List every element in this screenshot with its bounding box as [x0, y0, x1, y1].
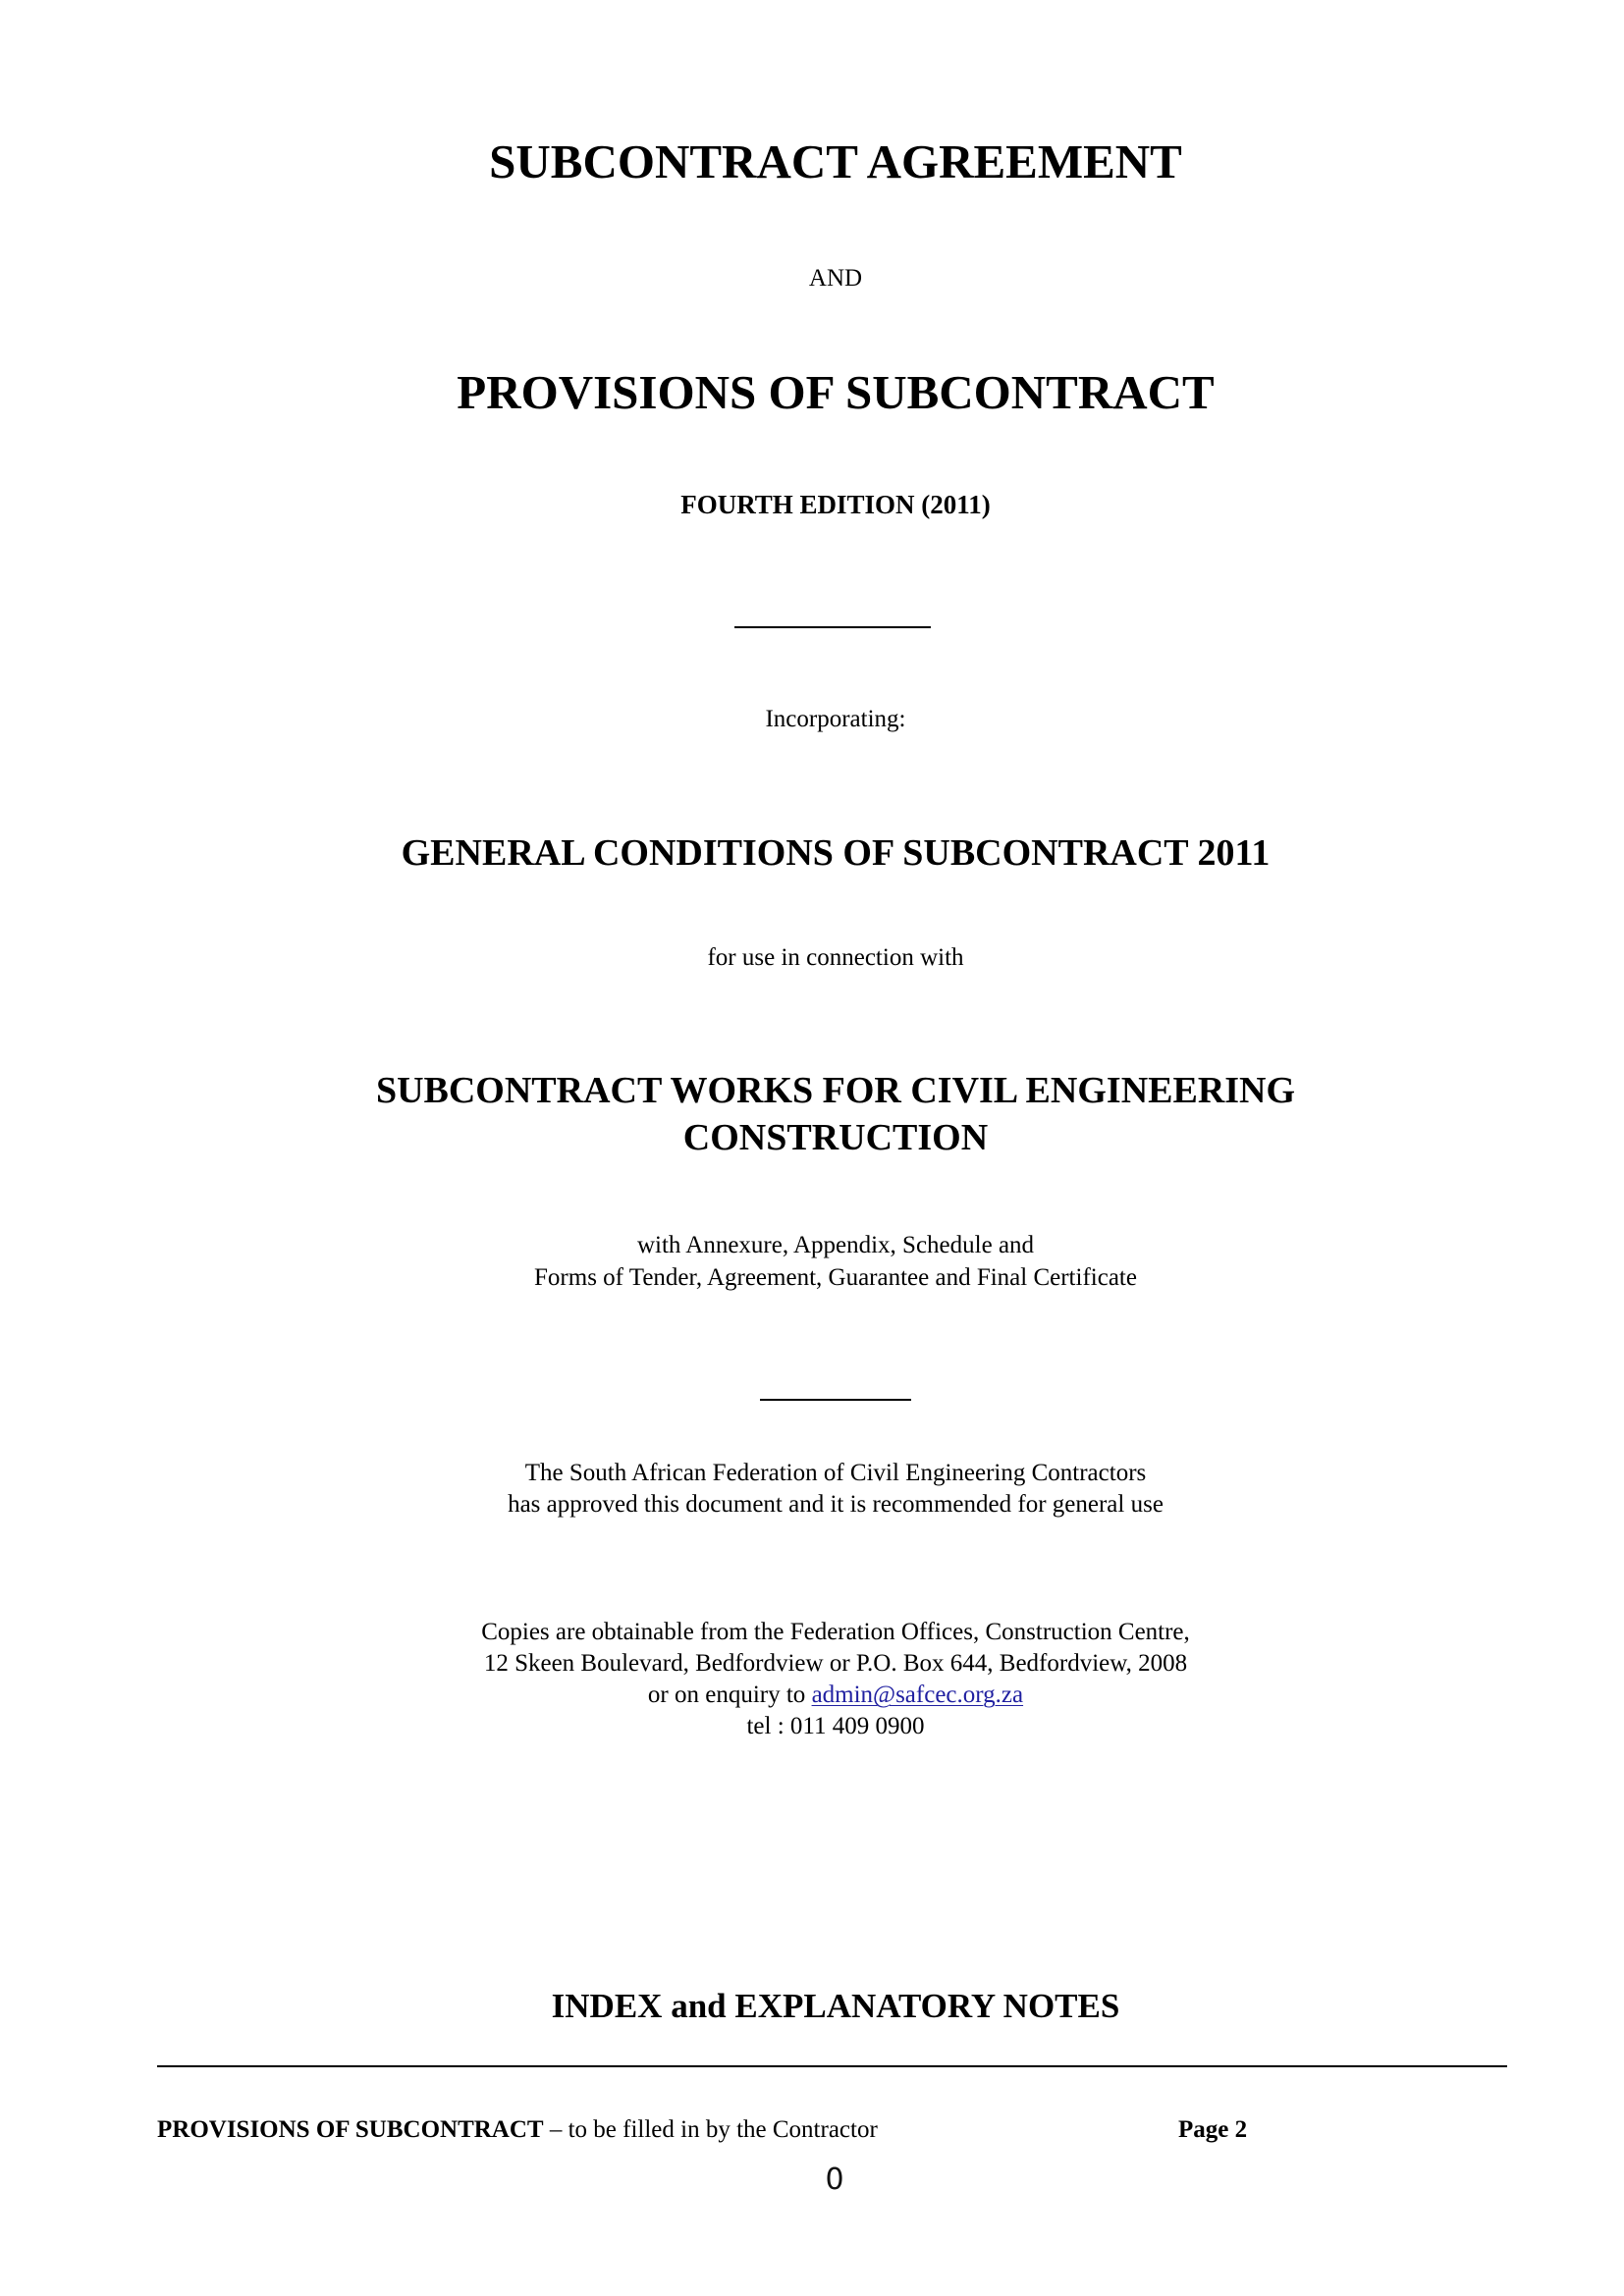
footer-rule	[157, 2065, 1507, 2067]
approval-line-2: has approved this document and it is recommended for general use	[508, 1491, 1164, 1518]
document-title: SUBCONTRACT AGREEMENT	[489, 134, 1182, 188]
works-title-line-1: SUBCONTRACT WORKS FOR CIVIL ENGINEERING	[375, 1070, 1296, 1111]
divider-rule	[734, 626, 931, 628]
index-heading: INDEX and EXPLANATORY NOTES	[551, 1987, 1120, 2025]
edition-label: FOURTH EDITION (2011)	[680, 490, 991, 519]
incorporating-label: Incorporating:	[765, 706, 906, 732]
annexure-line-2: Forms of Tender, Agreement, Guarantee and Final Certificate	[534, 1264, 1137, 1291]
contact-line-2: 12 Skeen Boulevard, Bedfordview or P.O. Box 644, Bedfordview, 2008	[483, 1650, 1188, 1677]
conditions-title: GENERAL CONDITIONS OF SUBCONTRACT 2011	[401, 832, 1271, 874]
approval-line-1: The South African Federation of Civil Engineering Contractors	[524, 1460, 1147, 1486]
annexure-line-1: with Annexure, Appendix, Schedule and	[636, 1232, 1035, 1258]
conjunction-text: AND	[808, 265, 863, 292]
page-counter: 0	[825, 2163, 844, 2197]
document-subtitle: PROVISIONS OF SUBCONTRACT	[457, 365, 1215, 419]
footer-section-label	[157, 2117, 878, 2142]
works-title-line-2: CONSTRUCTION	[682, 1117, 989, 1158]
contact-enquiry-line	[0, 1682, 1624, 1707]
connection-label: for use in connection with	[707, 944, 964, 971]
contact-line-1: Copies are obtainable from the Federation Offices, Construction Centre,	[481, 1619, 1190, 1645]
contact-tel: tel : 011 409 0900	[746, 1713, 925, 1739]
enquiry-prefix: or on enquiry to	[647, 1682, 812, 1708]
footer-section-bold: PROVISIONS OF SUBCONTRACT	[157, 2116, 544, 2143]
divider-rule	[760, 1399, 911, 1401]
email-link[interactable]: admin@safcec.org.za	[811, 1682, 1024, 1708]
footer-page-label: Page 2	[1178, 2116, 1248, 2143]
footer-section-rest: – to be filled in by the Contractor	[543, 2116, 878, 2143]
